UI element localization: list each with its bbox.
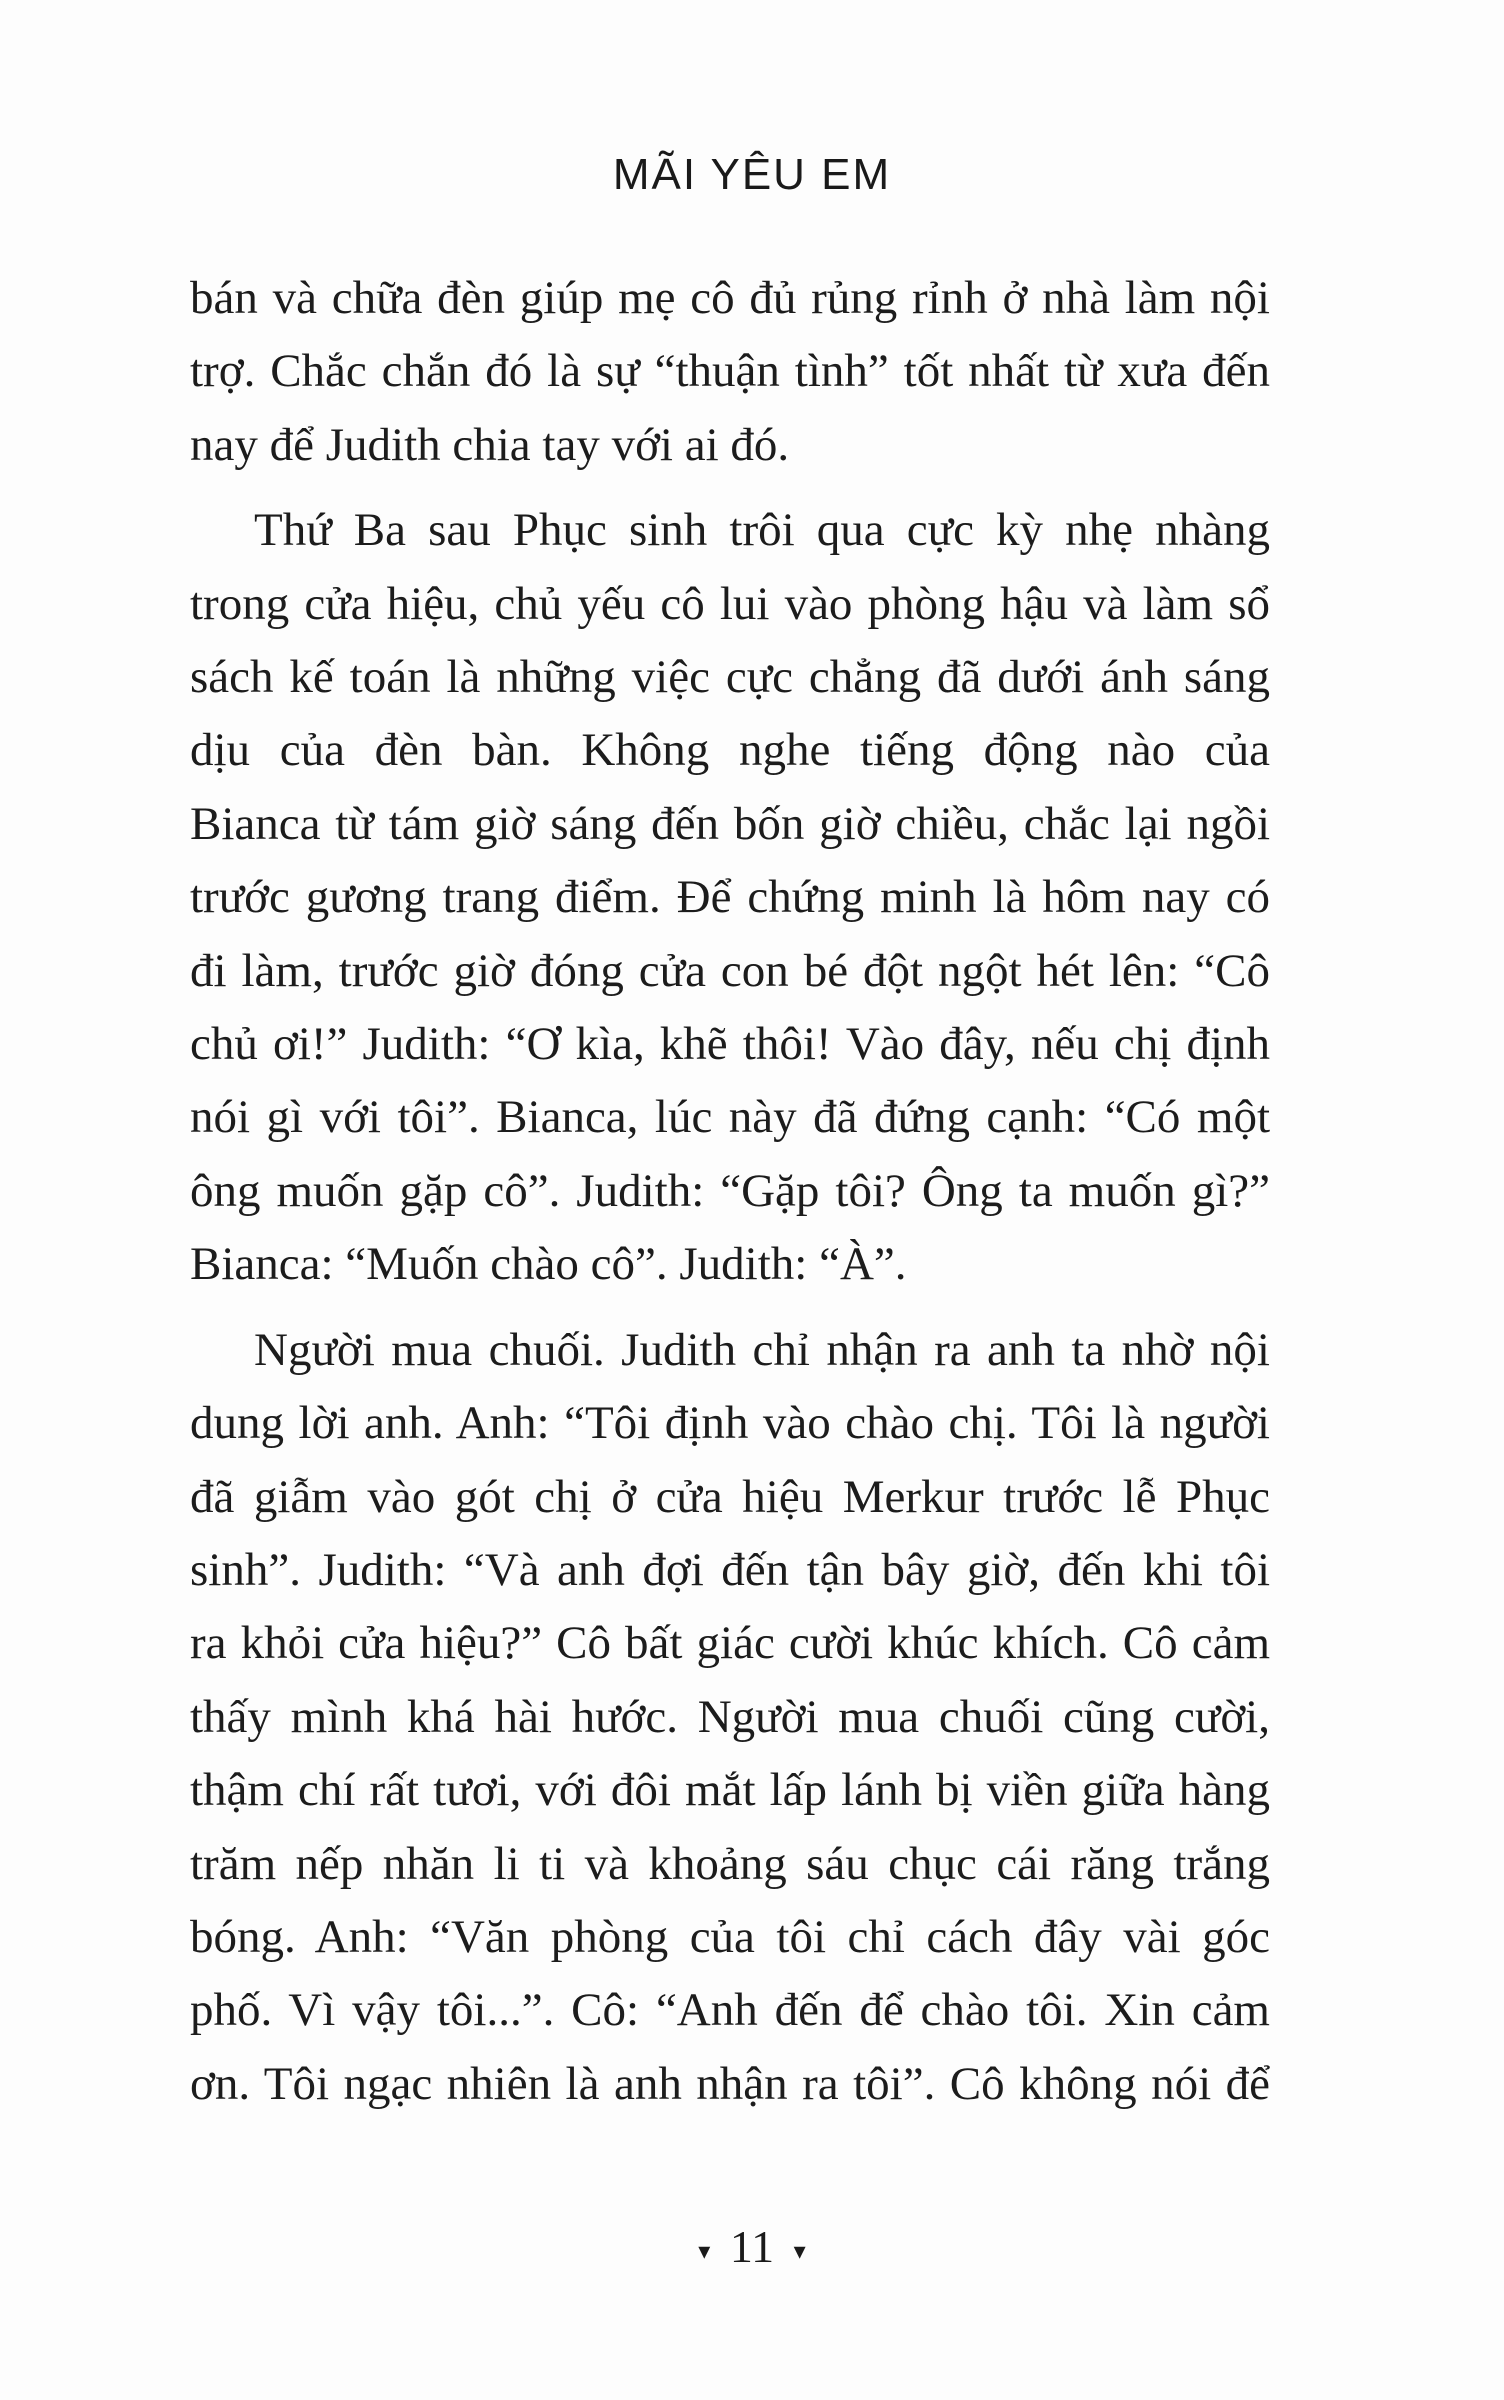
text-line: Người mua chuối. Judith chỉ nhận ra anh ta nhờ nội (254, 1323, 1270, 1376)
paragraph (190, 262, 1270, 482)
text-line: trợ. Chắc chắn đó là sự “thuận tình” tốt nhất từ xưa đến (190, 345, 1270, 398)
text-line: ra khỏi cửa hiệu?” Cô bất giác cười khúc khích. Cô cảm (190, 1617, 1270, 1670)
text-line: thấy mình khá hài hước. Người mua chuối cũng cười, (190, 1690, 1270, 1743)
text-line: nói gì với tôi”. Bianca, lúc này đã đứng cạnh: “Có một (190, 1091, 1270, 1144)
page-number-value: 11 (729, 2221, 775, 2272)
text-line: nay để Judith chia tay với ai đó. (190, 418, 790, 471)
text-line: bóng. Anh: “Văn phòng của tôi chỉ cách đây vài góc (190, 1910, 1270, 1963)
text-line: dung lời anh. Anh: “Tôi định vào chào chị. Tôi là người (190, 1397, 1270, 1450)
text-line: đã giẫm vào gót chị ở cửa hiệu Merkur trước lễ Phục (190, 1470, 1270, 1523)
text-line: phố. Vì vậy tôi...”. Cô: “Anh đến để chào tôi. Xin cảm (190, 1984, 1270, 2037)
text-line: sách kế toán là những việc cực chẳng đã dưới ánh sáng (190, 651, 1270, 704)
text-line: ông muốn gặp cô”. Judith: “Gặp tôi? Ông ta muốn gì?” (190, 1164, 1270, 1217)
paragraph (190, 1314, 1270, 2121)
text-line: thậm chí rất tươi, với đôi mắt lấp lánh bị viền giữa hàng (190, 1764, 1270, 1817)
paragraph (190, 494, 1270, 1301)
running-header: MÃI YÊU EM (612, 150, 892, 199)
text-line: ơn. Tôi ngạc nhiên là anh nhận ra tôi”. Cô không nói để (190, 2057, 1270, 2110)
text-line: chủ ơi!” Judith: “Ơ kìa, khẽ thôi! Vào đây, nếu chị định (190, 1018, 1270, 1071)
text-line: trong cửa hiệu, chủ yếu cô lui vào phòng hậu và làm sổ (190, 577, 1270, 630)
text-line: trước gương trang điểm. Để chứng minh là hôm nay có (190, 871, 1270, 924)
ornament-right-icon: ▾ (793, 2238, 806, 2265)
text-line: Bianca từ tám giờ sáng đến bốn giờ chiều, chắc lại ngồi (190, 797, 1270, 850)
text-line: dịu của đèn bàn. Không nghe tiếng động nào của (190, 724, 1270, 777)
text-line: Thứ Ba sau Phục sinh trôi qua cực kỳ nhẹ nhàng (254, 504, 1270, 557)
page-number (0, 2220, 1504, 2273)
text-line: trăm nếp nhăn li ti và khoảng sáu chục cái răng trắng (190, 1837, 1270, 1890)
text-line: đi làm, trước giờ đóng cửa con bé đột ngột hét lên: “Cô (190, 944, 1270, 997)
text-line: bán và chữa đèn giúp mẹ cô đủ rủng rỉnh ở nhà làm nội (190, 272, 1270, 324)
text-line: Bianca: “Muốn chào cô”. Judith: “À”. (190, 1238, 907, 1291)
text-line: sinh”. Judith: “Và anh đợi đến tận bây giờ, đến khi tôi (190, 1543, 1270, 1596)
body-text (190, 262, 1270, 2121)
ornament-left-icon: ▾ (698, 2238, 711, 2265)
